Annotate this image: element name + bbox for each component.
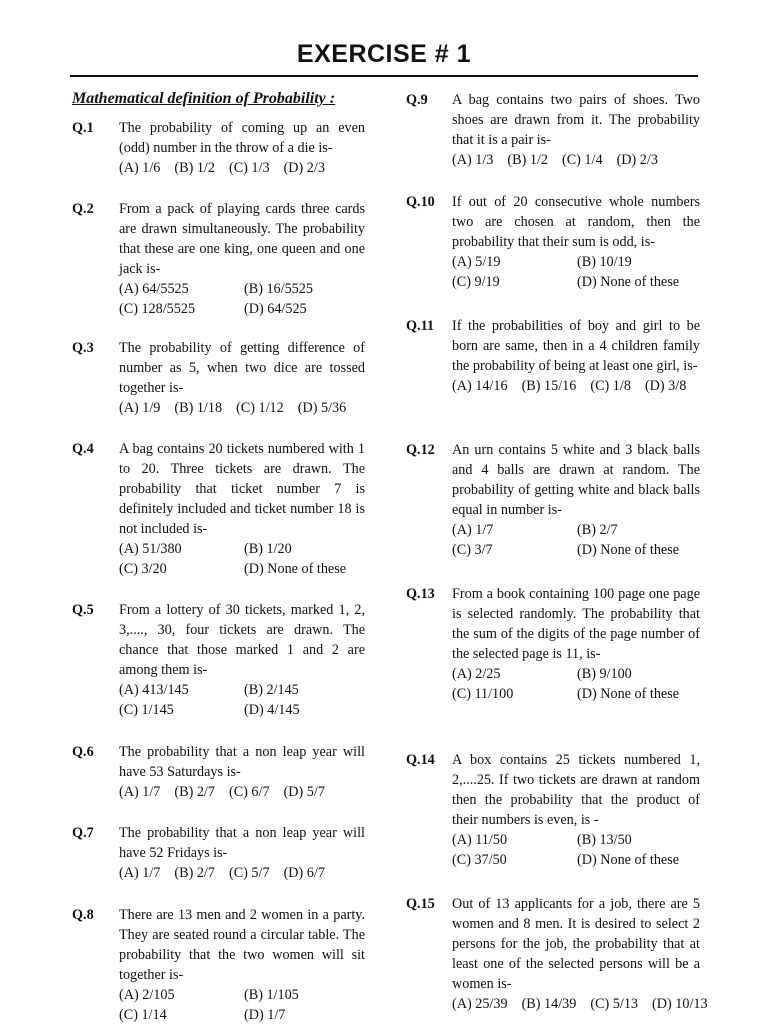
option-b: (B) 15/16 [521,378,577,394]
option-b: (B) 13/50 [577,832,632,848]
option-d: (D) None of these [577,852,680,868]
question-number: Q.13 [406,586,435,602]
option-d: (D) None of these [577,542,680,558]
question-number: Q.14 [406,752,435,768]
option-b: (B) 1/2 [174,160,215,176]
option-b: (B) 1/105 [244,987,299,1003]
option-c: (C) 1/4 [561,152,603,168]
option-d: (D) 2/3 [283,160,325,176]
option-c: (C) 1/145 [119,702,174,718]
question-text: There are 13 men and 2 women in a party. They are seated round a circular table. The probability that the two women will sit together is- [119,907,365,983]
option-a: (A) 11/50 [452,832,508,848]
option-a: (A) 5/19 [452,254,501,270]
option-c: (C) 1/8 [590,378,631,394]
question-text: If out of 20 consecutive whole numbers two are chosen at random, then the probability that their sum is odd, is- [452,194,700,250]
question-number: Q.7 [72,825,94,841]
option-b: (B) 9/100 [577,666,632,682]
option-c: (C) 9/19 [452,274,500,290]
option-b: (B) 1/20 [244,541,292,557]
question-number: Q.11 [406,318,434,334]
option-d: (D) 2/3 [616,152,658,168]
option-d: (D) 3/8 [644,378,687,394]
question-number: Q.9 [406,92,428,108]
option-a: (A) 1/7 [452,522,494,538]
option-d: (D) 64/525 [244,301,307,317]
option-d: (D) 6/7 [283,865,325,881]
question-number: Q.10 [406,194,435,210]
option-d: (D) 10/13 [652,996,708,1012]
question-number: Q.4 [72,441,94,457]
option-b: (B) 2/7 [577,522,618,538]
option-b: (B) 2/145 [244,682,299,698]
option-a: (A) 2/105 [119,987,175,1003]
option-c: (C) 3/20 [119,561,167,577]
option-c: (C) 1/12 [236,400,284,416]
question-text: A bag contains 20 tickets numbered with 1 to 20. Three tickets are drawn. The probability that ticket number 7 is definitely included and ticket number 18 is not included is- [119,441,365,537]
option-b: (B) 2/7 [174,865,215,881]
option-d: (D) 4/145 [244,702,300,718]
option-a: (A) 1/6 [119,160,161,176]
question-number: Q.5 [72,602,94,618]
question-text: The probability of coming up an even (odd) number in the throw of a die is- [119,120,365,156]
question-text: From a book containing 100 page one page is selected randomly. The probability that the sum of the digits of the page number of the selected page is 11, is- [452,586,700,662]
option-a: (A) 2/25 [452,666,501,682]
option-a: (A) 25/39 [452,996,508,1012]
question-text: From a pack of playing cards three cards are drawn simultaneously. The probability that these are one king, one queen and one jack is- [119,201,365,277]
option-b: (B) 1/18 [174,400,223,416]
option-a: (A) 413/145 [119,682,189,698]
option-d: (D) 5/36 [297,400,347,416]
option-c: (C) 5/7 [228,865,270,881]
option-c: (C) 5/13 [590,996,639,1012]
question-text: From a lottery of 30 tickets, marked 1, 2, 3,...., 30, four tickets are drawn. The chance that those marked 1 and 2 are among them is- [119,602,365,678]
option-c: (C) 11/100 [452,686,514,702]
option-a: (A) 51/380 [119,541,182,557]
option-a: (A) 14/16 [452,378,508,394]
question-text: The probability of getting difference of number as 5, when two dice are tossed together is- [119,340,365,396]
question-text: An urn contains 5 white and 3 black balls and 4 balls are drawn at random. The probability of getting white and black balls equal in number is- [452,442,700,518]
option-b: (B) 10/19 [577,254,632,270]
option-b: (B) 2/7 [174,784,215,800]
option-c: (C) 1/14 [119,1007,167,1023]
question-text: A box contains 25 tickets numbered 1, 2,....25. If two tickets are drawn at random then the probability that the product of their numbers is even, is - [452,752,700,828]
option-a: (A) 1/3 [452,152,494,168]
section-heading: Mathematical definition of Probability : [72,90,336,107]
question-text: The probability that a non leap year will have 52 Fridays is- [119,825,365,861]
option-d: (D) None of these [244,561,347,577]
option-a: (A) 1/7 [119,784,161,800]
option-a: (A) 1/7 [119,865,161,881]
title-divider [70,75,698,77]
question-number: Q.8 [72,907,94,923]
option-c: (C) 1/3 [228,160,270,176]
question-number: Q.2 [72,201,94,217]
question-text: Out of 13 applicants for a job, there are 5 women and 8 men. It is desired to select 2 persons for the job, the probability that at least one of the selected persons will be a women is- [452,896,700,992]
option-d: (D) 5/7 [283,784,325,800]
option-b: (B) 14/39 [521,996,577,1012]
question-text: If the probabilities of boy and girl to be born are same, then in a 4 children family the probability of being at least one girl, is- [452,318,700,374]
option-d: (D) None of these [577,686,680,702]
option-c: (C) 37/50 [452,852,507,868]
question-number: Q.15 [406,896,435,912]
question-number: Q.1 [72,120,94,136]
question-text: The probability that a non leap year will have 53 Saturdays is- [119,744,365,780]
question-number: Q.3 [72,340,94,356]
question-number: Q.12 [406,442,435,458]
option-d: (D) 1/7 [244,1007,286,1023]
question-text: A bag contains two pairs of shoes. Two shoes are drawn from it. The probability that it is a pair is- [452,92,700,148]
option-d: (D) None of these [577,274,680,290]
option-c: (C) 3/7 [452,542,493,558]
question-number: Q.6 [72,744,94,760]
option-c: (C) 128/5525 [119,301,196,317]
option-b: (B) 16/5525 [244,281,313,297]
option-c: (C) 6/7 [228,784,270,800]
page-title: EXERCISE # 1 [296,40,472,68]
option-b: (B) 1/2 [507,152,548,168]
option-a: (A) 1/9 [119,400,161,416]
option-a: (A) 64/5525 [119,281,189,297]
